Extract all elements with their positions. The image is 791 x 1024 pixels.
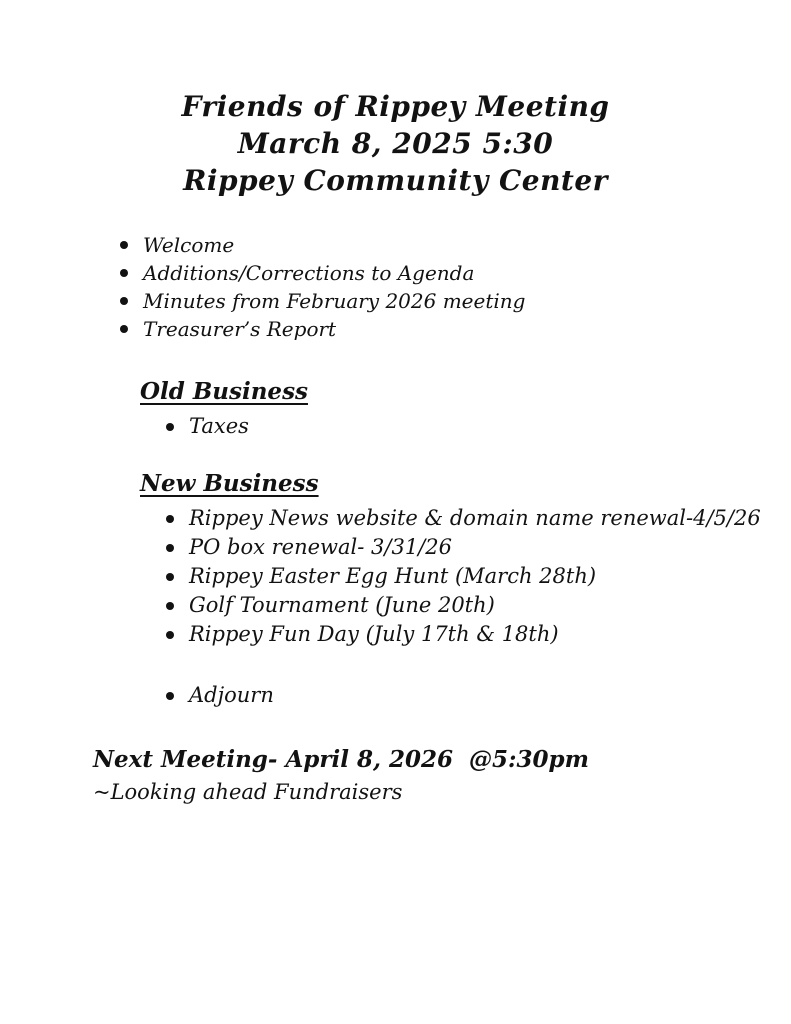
meeting-datetime: March 8, 2025 5:30 (237, 127, 554, 160)
list-item (166, 412, 791, 441)
document-footer (93, 743, 791, 808)
document-title-block (0, 0, 791, 199)
list-item (166, 620, 791, 649)
old-business-heading: Old Business (140, 378, 308, 405)
new-business-item-label: Rippey Easter Egg Hunt (March 28th) (189, 564, 597, 588)
agenda-item-label: Welcome (143, 233, 235, 257)
old-business-item-label: Taxes (189, 414, 249, 438)
bullet-icon (166, 602, 174, 610)
bullet-icon (120, 297, 128, 305)
new-business-item-label: Golf Tournament (June 20th) (189, 593, 495, 617)
bullet-icon (166, 692, 174, 700)
adjourn-list (166, 681, 791, 710)
next-meeting-line: Next Meeting- April 8, 2026 @5:30pm (93, 746, 589, 773)
agenda-item-label: Minutes from February 2026 meeting (143, 289, 526, 313)
adjourn-item-label: Adjourn (189, 683, 274, 707)
list-item (166, 533, 791, 562)
looking-ahead-line: ~Looking ahead Fundraisers (93, 780, 403, 804)
agenda-list (120, 231, 791, 343)
new-business-section (140, 469, 791, 649)
bullet-icon (166, 544, 174, 552)
bullet-icon (166, 423, 174, 431)
list-item (166, 562, 791, 591)
bullet-icon (120, 269, 128, 277)
list-item (166, 504, 791, 533)
new-business-item-label: Rippey News website & domain name renewal-4/5/26 (189, 506, 761, 530)
new-business-heading: New Business (140, 470, 319, 497)
list-item (120, 315, 791, 343)
bullet-icon (166, 631, 174, 639)
list-item (120, 231, 791, 259)
list-item (120, 287, 791, 315)
old-business-section (140, 377, 791, 441)
meeting-location: Rippey Community Center (183, 164, 608, 197)
new-business-list (166, 504, 791, 649)
bullet-icon (120, 325, 128, 333)
bullet-icon (166, 515, 174, 523)
agenda-item-label: Treasurer’s Report (143, 317, 337, 341)
bullet-icon (166, 573, 174, 581)
new-business-item-label: Rippey Fun Day (July 17th & 18th) (189, 622, 559, 646)
bullet-icon (120, 241, 128, 249)
new-business-item-label: PO box renewal- 3/31/26 (189, 535, 452, 559)
list-item (166, 591, 791, 620)
meeting-title: Friends of Rippey Meeting (181, 90, 610, 123)
list-item (120, 259, 791, 287)
list-item (166, 681, 791, 710)
old-business-list (166, 412, 791, 441)
agenda-item-label: Additions/Corrections to Agenda (143, 261, 475, 285)
